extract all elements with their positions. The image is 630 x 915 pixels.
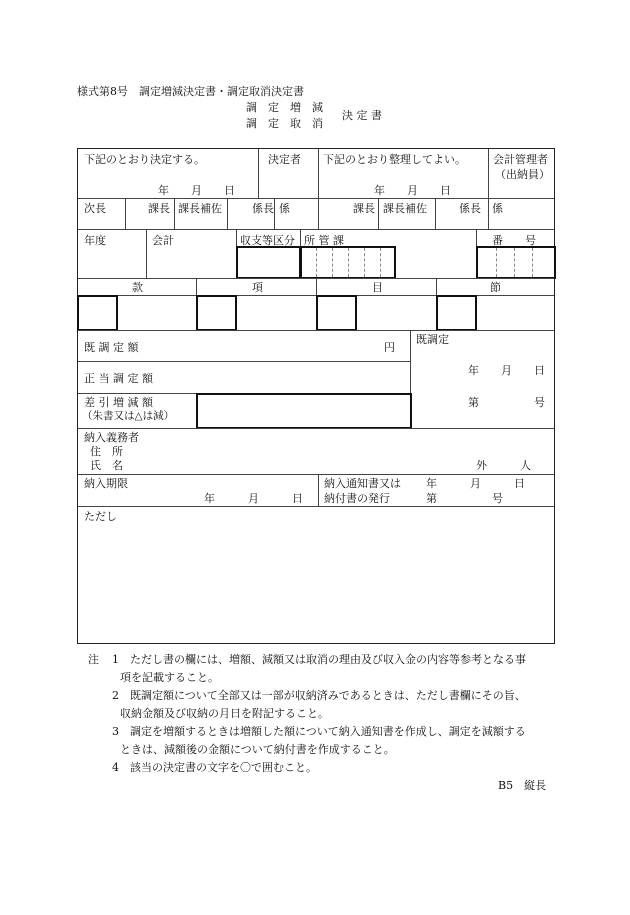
remarks-label: ただし bbox=[84, 510, 117, 523]
moku-label: 目 bbox=[372, 281, 383, 294]
form-number: 様式第8号 調定増減決定書・調定取消決定書 bbox=[77, 85, 304, 98]
number-box[interactable] bbox=[476, 246, 556, 279]
payer-name-label: 氏 名 bbox=[90, 459, 123, 472]
decide-text: 下記のとおり決定する。 bbox=[84, 153, 205, 166]
yen-label: 円 bbox=[384, 341, 395, 354]
payer-address-label: 住 所 bbox=[90, 445, 123, 458]
role-staff-right: 係 bbox=[492, 202, 503, 215]
notice-label-2: 納付書の発行 bbox=[324, 492, 390, 505]
existing-date: 年 月 日 bbox=[468, 364, 545, 377]
kou-box[interactable] bbox=[196, 295, 237, 331]
cashier-label: （出納員） bbox=[495, 168, 550, 181]
deadline-date: 年 月 日 bbox=[204, 492, 303, 505]
role-section-chief-right: 課長 bbox=[353, 202, 375, 215]
number-label: 番 号 bbox=[492, 234, 536, 247]
decision-form bbox=[77, 148, 555, 644]
note-2-number: 2 bbox=[112, 689, 119, 702]
category-box[interactable] bbox=[236, 246, 301, 279]
note-3-line1: 調定を増額するときは増額した額について納入通知書を作成し、調定を減額する bbox=[130, 725, 526, 738]
diff-note-label: （朱書又は△は減） bbox=[82, 410, 175, 422]
decide-date: 年 月 日 bbox=[158, 184, 235, 197]
note-4-line1: 該当の決定書の文字を〇で囲むこと。 bbox=[130, 761, 317, 774]
note-2-line2: 収納金額及び収納の月日を附記すること。 bbox=[120, 707, 329, 720]
note-1-line1: ただし書の欄には、増額、減額又は取消の理由及び収入金の内容等参考となる事 bbox=[130, 653, 526, 666]
note-2-line1: 既調定額について全部又は一部が収納済みであるときは、ただし書欄にその旨、 bbox=[130, 689, 526, 702]
paper-size: B5 縦長 bbox=[498, 779, 547, 792]
kan-box[interactable] bbox=[77, 295, 118, 331]
notice-date: 年 月 日 bbox=[426, 477, 525, 490]
note-4-number: 4 bbox=[112, 761, 119, 774]
setsu-box[interactable] bbox=[436, 295, 477, 331]
diff-amount-box[interactable] bbox=[196, 393, 412, 429]
settle-date: 年 月 日 bbox=[374, 184, 451, 197]
kou-label: 項 bbox=[252, 281, 263, 294]
existing-number: 第 号 bbox=[468, 396, 545, 409]
role-vice-director: 次長 bbox=[84, 202, 106, 215]
department-box[interactable] bbox=[300, 246, 396, 279]
account-label: 会計 bbox=[152, 234, 174, 247]
accountant-label: 会計管理者 bbox=[493, 153, 548, 166]
decider-label: 決定者 bbox=[268, 153, 301, 166]
title-suffix: 決 定 書 bbox=[342, 109, 382, 122]
diff-amount-label: 差 引 増 減 額 bbox=[84, 396, 153, 409]
note-3-line2: ときは、減額後の金額について納付書を作成すること。 bbox=[120, 743, 395, 756]
title-line-cancel: 調 定 取 消 bbox=[246, 117, 323, 130]
department-label: 所 管 課 bbox=[304, 234, 344, 247]
kan-label: 款 bbox=[132, 281, 143, 294]
remarks-area[interactable] bbox=[78, 525, 554, 643]
notice-number: 第 号 bbox=[426, 492, 503, 505]
payer-label: 納入義務者 bbox=[84, 431, 139, 444]
corrected-amount-label: 正 当 調 定 額 bbox=[84, 372, 153, 385]
note-3-number: 3 bbox=[112, 725, 119, 738]
fiscal-year-label: 年度 bbox=[84, 234, 106, 247]
deadline-label: 納入期限 bbox=[84, 477, 128, 490]
notes-prefix: 注 bbox=[88, 653, 99, 666]
note-1-number: 1 bbox=[112, 653, 119, 666]
existing-date-label: 既調定 bbox=[416, 333, 449, 346]
role-assistant-chief-right: 課長補佐 bbox=[383, 202, 427, 215]
role-staff: 係 bbox=[279, 202, 290, 215]
setsu-label: 節 bbox=[490, 281, 501, 294]
title-line-increase: 調 定 増 減 bbox=[246, 101, 323, 114]
role-assistant-chief: 課長補佐 bbox=[178, 202, 222, 215]
existing-amount-label: 既 調 定 額 bbox=[84, 341, 139, 354]
role-subsection-chief: 係長 bbox=[252, 202, 274, 215]
notice-label-1: 納入通知書又は bbox=[324, 477, 401, 490]
payer-others-label: 外 人 bbox=[476, 459, 531, 472]
moku-box[interactable] bbox=[316, 295, 357, 331]
category-label: 収支等区分 bbox=[240, 234, 295, 247]
role-subsection-chief-right: 係長 bbox=[459, 202, 481, 215]
note-1-line2: 項を記載すること。 bbox=[120, 671, 219, 684]
settle-text: 下記のとおり整理してよい。 bbox=[323, 153, 466, 166]
role-section-chief: 課長 bbox=[148, 202, 170, 215]
